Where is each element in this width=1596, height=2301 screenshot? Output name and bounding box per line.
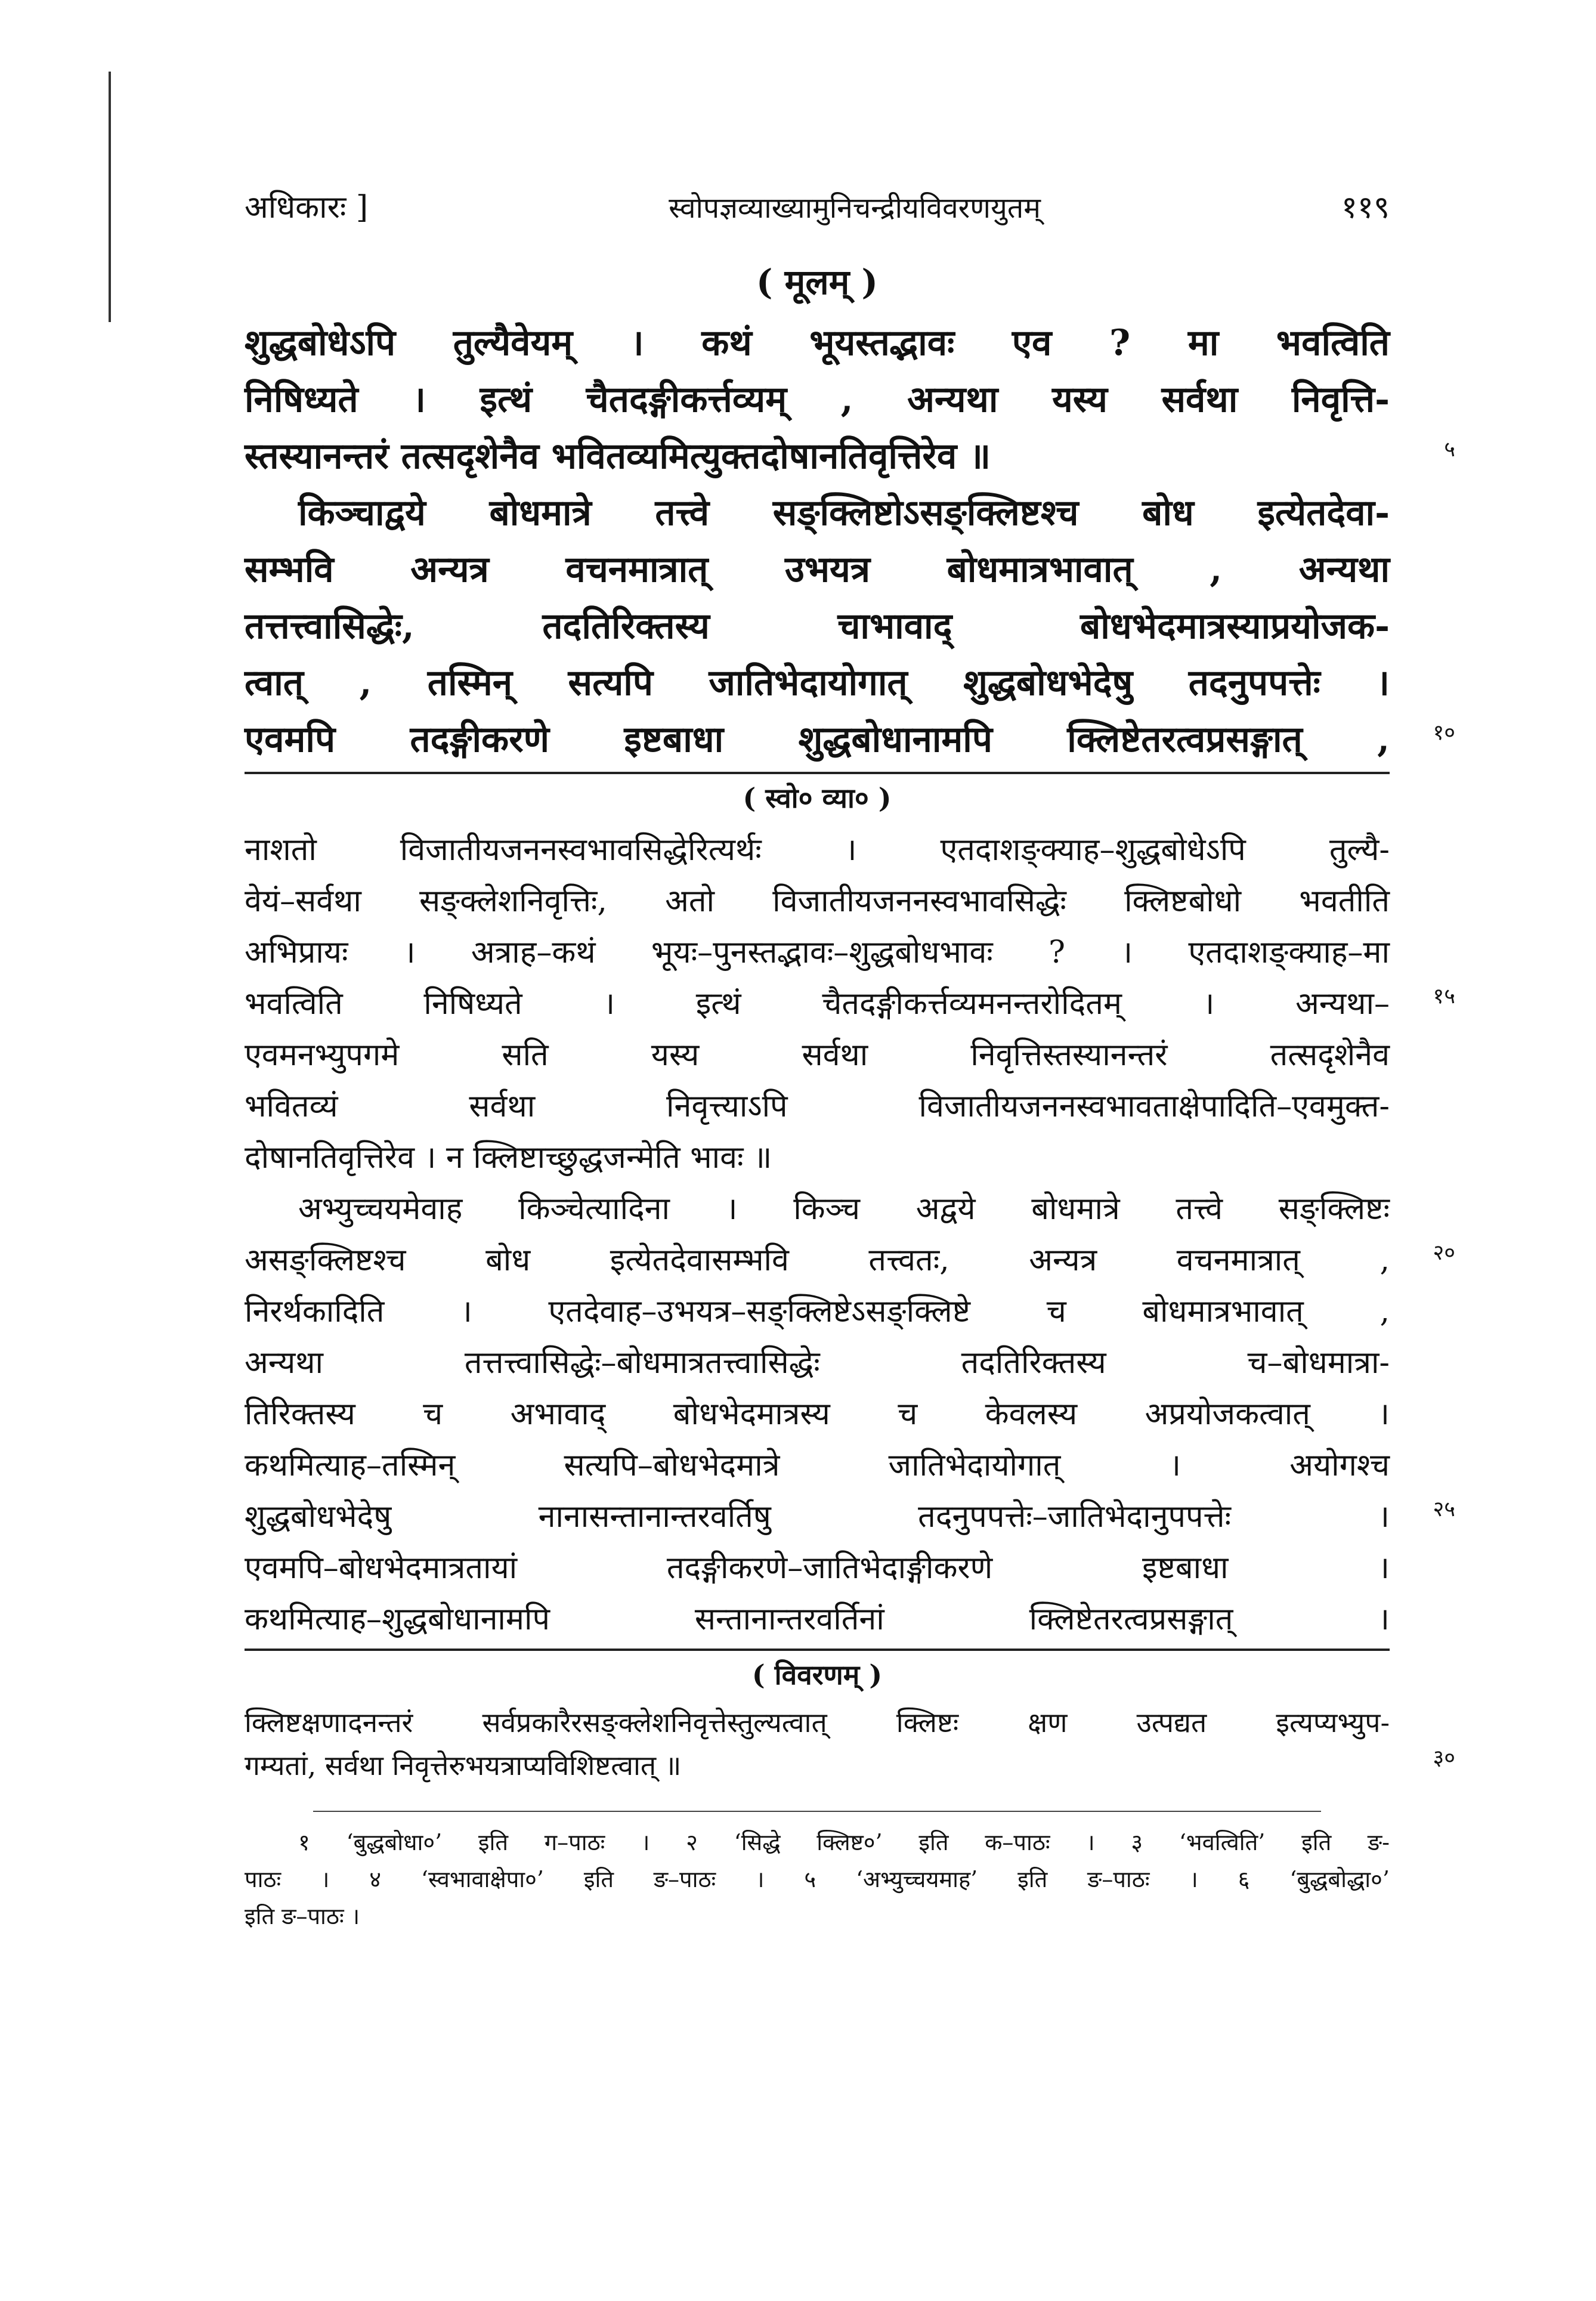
- commentary-line: [245, 876, 1390, 927]
- commentary-line-text: तिरिक्तस्य च अभावाद् बोधभेदमात्रस्य च केवलस्य अप्रयोजकत्वात् ।: [245, 1396, 1390, 1432]
- commentary-line-text: वेयं–सर्वथा सङ्क्लेशनिवृत्तिः, अतो विजातीयजननस्वभावसिद्धेः क्लिष्टबोधो भवतीति: [245, 883, 1390, 919]
- footnotes: [245, 1824, 1390, 1935]
- footnotes-line-text: इति ङ–पाठः ।: [245, 1903, 360, 1929]
- vivarana-text: [245, 1701, 1455, 1787]
- commentary-line-text: भवितव्यं सर्वथा निवृत्त्याऽपि विजातीयजननस्वभावताक्षेपादिति–एवमुक्त-: [245, 1088, 1390, 1124]
- mula-line-text: तत्तत्त्वासिद्धेः, तदतिरिक्तस्य चाभावाद् बोधभेदमात्रस्याप्रयोजक-: [245, 605, 1390, 647]
- commentary-line: [245, 1132, 1390, 1183]
- section-divider: [245, 1649, 1390, 1651]
- commentary-line-text: शुद्धबोधभेदेषु नानासन्तानान्तरवर्तिषु तदनुपपत्तेः–जातिभेदानुपपत्तेः ।: [245, 1499, 1390, 1535]
- footnotes-line: [245, 1824, 1390, 1861]
- commentary-line: [245, 1235, 1455, 1286]
- commentary-line-text: असङ्क्लिष्टश्च बोध इत्येतदेवासम्भवि तत्त्वतः, अन्यत्र वचनमात्रात् ,: [245, 1242, 1390, 1278]
- mula-line: [245, 372, 1390, 428]
- commentary-line-text: एवमपि–बोधभेदमात्रतायां तदङ्गीकरणे–जातिभेदाङ्गीकरणे इष्टबाधा ।: [245, 1550, 1390, 1586]
- vivarana-line-text: क्लिष्टक्षणादनन्तरं सर्वप्रकारैरसङ्क्लेशनिवृत्तेस्तुल्यत्वात् क्लिष्टः क्षण उत्पद्यत इत्यप्यभ्युप-: [245, 1706, 1390, 1739]
- line-number: २५: [1433, 1497, 1455, 1521]
- line-number: २०: [1433, 1241, 1455, 1265]
- mula-text: [245, 315, 1455, 768]
- mula-line: [245, 485, 1390, 542]
- mula-line: [245, 542, 1390, 598]
- commentary-line: [245, 1029, 1390, 1081]
- commentary-line-text: कथमित्याह–तस्मिन् सत्यपि–बोधभेदमात्रे जातिभेदायोगात् । अयोगश्च: [245, 1448, 1390, 1483]
- commentary-heading: ( स्वो० व्या० ): [743, 782, 892, 814]
- commentary-line-text: एवमनभ्युपगमे सति यस्य सर्वथा निवृत्तिस्तस्यानन्तरं तत्सदृशेनैव: [245, 1037, 1390, 1073]
- commentary-line-text: कथमित्याह–शुद्धबोधानामपि सन्तानान्तरवर्तिनां क्लिष्टेतरत्वप्रसङ्गात् ।: [245, 1601, 1390, 1637]
- commentary-line-text: अभिप्रायः । अत्राह–कथं भूयः–पुनस्तद्भावः–शुद्धबोधभावः ? । एतदाशङ्क्याह–मा: [245, 935, 1390, 970]
- margin-rule: [109, 72, 111, 322]
- footnotes-line-text: पाठः । ४ ‘स्वभावाक्षेपा०’ इति ङ–पाठः । ५ ‘अभ्युच्चयमाह’ इति ङ–पाठः । ६ ‘बुद्धबोद्धा०’: [245, 1866, 1390, 1892]
- footnotes-line: [245, 1861, 1390, 1898]
- mula-line-text: एवमपि तदङ्गीकरणे इष्टबाधा शुद्धबोधानामपि क्लिष्टेतरत्वप्रसङ्गात् ,: [245, 719, 1390, 760]
- commentary-line-text: निरर्थकादिति । एतदेवाह–उभयत्र–सङ्क्लिष्टेऽसङ्क्लिष्टे च बोधमात्रभावात् ,: [245, 1294, 1390, 1329]
- mula-line-text: किञ्चाद्वये बोधमात्रे तत्त्वे सङ्क्लिष्टोऽसङ्क्लिष्टश्च बोध इत्येतदेवा-: [298, 492, 1390, 534]
- commentary-line: [245, 927, 1390, 978]
- vivarana-heading: ( विवरणम् ): [751, 1659, 883, 1691]
- commentary-line-text: नाशतो विजातीयजननस्वभावसिद्धेरित्यर्थः । एतदाशङ्क्याह–शुद्धबोधेऽपि तुल्यै-: [245, 832, 1390, 868]
- line-number: १०: [1433, 720, 1455, 745]
- commentary-line-text: अभ्युच्चयमेवाह किञ्चेत्यादिना । किञ्च अद्वये बोधमात्रे तत्त्वे सङ्क्लिष्टः: [298, 1191, 1390, 1227]
- vivarana-line: [245, 1744, 1455, 1787]
- mula-line: [245, 655, 1390, 712]
- commentary-line: [245, 1542, 1390, 1594]
- commentary-line-text: दोषानतिवृत्तिरेव । न क्लिष्टाच्छुद्धजन्मेति भावः ॥: [245, 1140, 772, 1176]
- vivarana-line: [245, 1701, 1390, 1744]
- commentary-line: [245, 1594, 1390, 1645]
- mula-line: [245, 315, 1390, 372]
- mula-line-text: त्वात् , तस्मिन् सत्यपि जातिभेदायोगात् शुद्धबोधभेदेषु तदनुपपत्तेः ।: [245, 662, 1390, 704]
- line-number: १५: [1433, 984, 1455, 1009]
- header-title: स्वोपज्ञव्याख्यामुनिचन्द्रीयविवरणयुतम्: [669, 191, 1041, 225]
- commentary-line: [245, 1081, 1390, 1132]
- mula-line-text: शुद्धबोधेऽपि तुल्यैवेयम् । कथं भूयस्तद्भावः एव ? मा भवत्विति: [245, 322, 1390, 364]
- mula-heading: ( मूलम् ): [756, 262, 878, 302]
- footnotes-line: [245, 1898, 1390, 1935]
- commentary-line: [245, 1491, 1455, 1542]
- commentary-line: [245, 978, 1455, 1029]
- commentary-line: [245, 1183, 1390, 1235]
- running-header: [245, 185, 1390, 227]
- mula-line: [245, 598, 1390, 655]
- mula-line-text: स्तस्यानन्तरं तत्सदृशेनैव भवितव्यमित्युक्तदोषानतिवृत्तिरेव ॥: [245, 435, 991, 477]
- header-chapter: अधिकारः ]: [245, 190, 369, 225]
- footnote-divider: [313, 1811, 1321, 1812]
- mula-line: [245, 712, 1455, 768]
- commentary-line-text: भवत्विति निषिध्यते । इत्थं चैतदङ्गीकर्त्तव्यमनन्तरोदितम् । अन्यथा–: [245, 986, 1390, 1022]
- commentary-line: [245, 824, 1390, 876]
- commentary-line: [245, 1388, 1390, 1440]
- commentary-text: [245, 824, 1455, 1645]
- line-number: ३०: [1433, 1746, 1455, 1770]
- footnotes-line-text: १ ‘बुद्धबोधा०’ इति ग–पाठः । २ ‘सिद्धे क्लिष्ट०’ इति क–पाठः । ३ ‘भवत्विति’ इति ङ-: [298, 1829, 1390, 1855]
- vivarana-line-text: गम्यतां, सर्वथा निवृत्तेरुभयत्राप्यविशिष्टत्वात् ॥: [245, 1749, 682, 1782]
- mula-line: [245, 428, 1455, 485]
- commentary-line: [245, 1286, 1390, 1337]
- section-divider: [245, 772, 1390, 774]
- commentary-line: [245, 1337, 1390, 1388]
- page: [245, 185, 1455, 1935]
- mula-line-text: सम्भवि अन्यत्र वचनमात्रात् उभयत्र बोधमात्रभावात् , अन्यथा: [245, 549, 1390, 590]
- commentary-line: [245, 1440, 1390, 1491]
- page-number: ११९: [1341, 190, 1390, 225]
- mula-line-text: निषिध्यते । इत्थं चैतदङ्गीकर्त्तव्यम् , अन्यथा यस्य सर्वथा निवृत्ति-: [245, 379, 1390, 420]
- commentary-line-text: अन्यथा तत्तत्त्वासिद्धेः–बोधमात्रतत्त्वासिद्धेः तदतिरिक्तस्य च–बोधमात्रा-: [245, 1345, 1390, 1381]
- line-number: ५: [1444, 437, 1455, 462]
